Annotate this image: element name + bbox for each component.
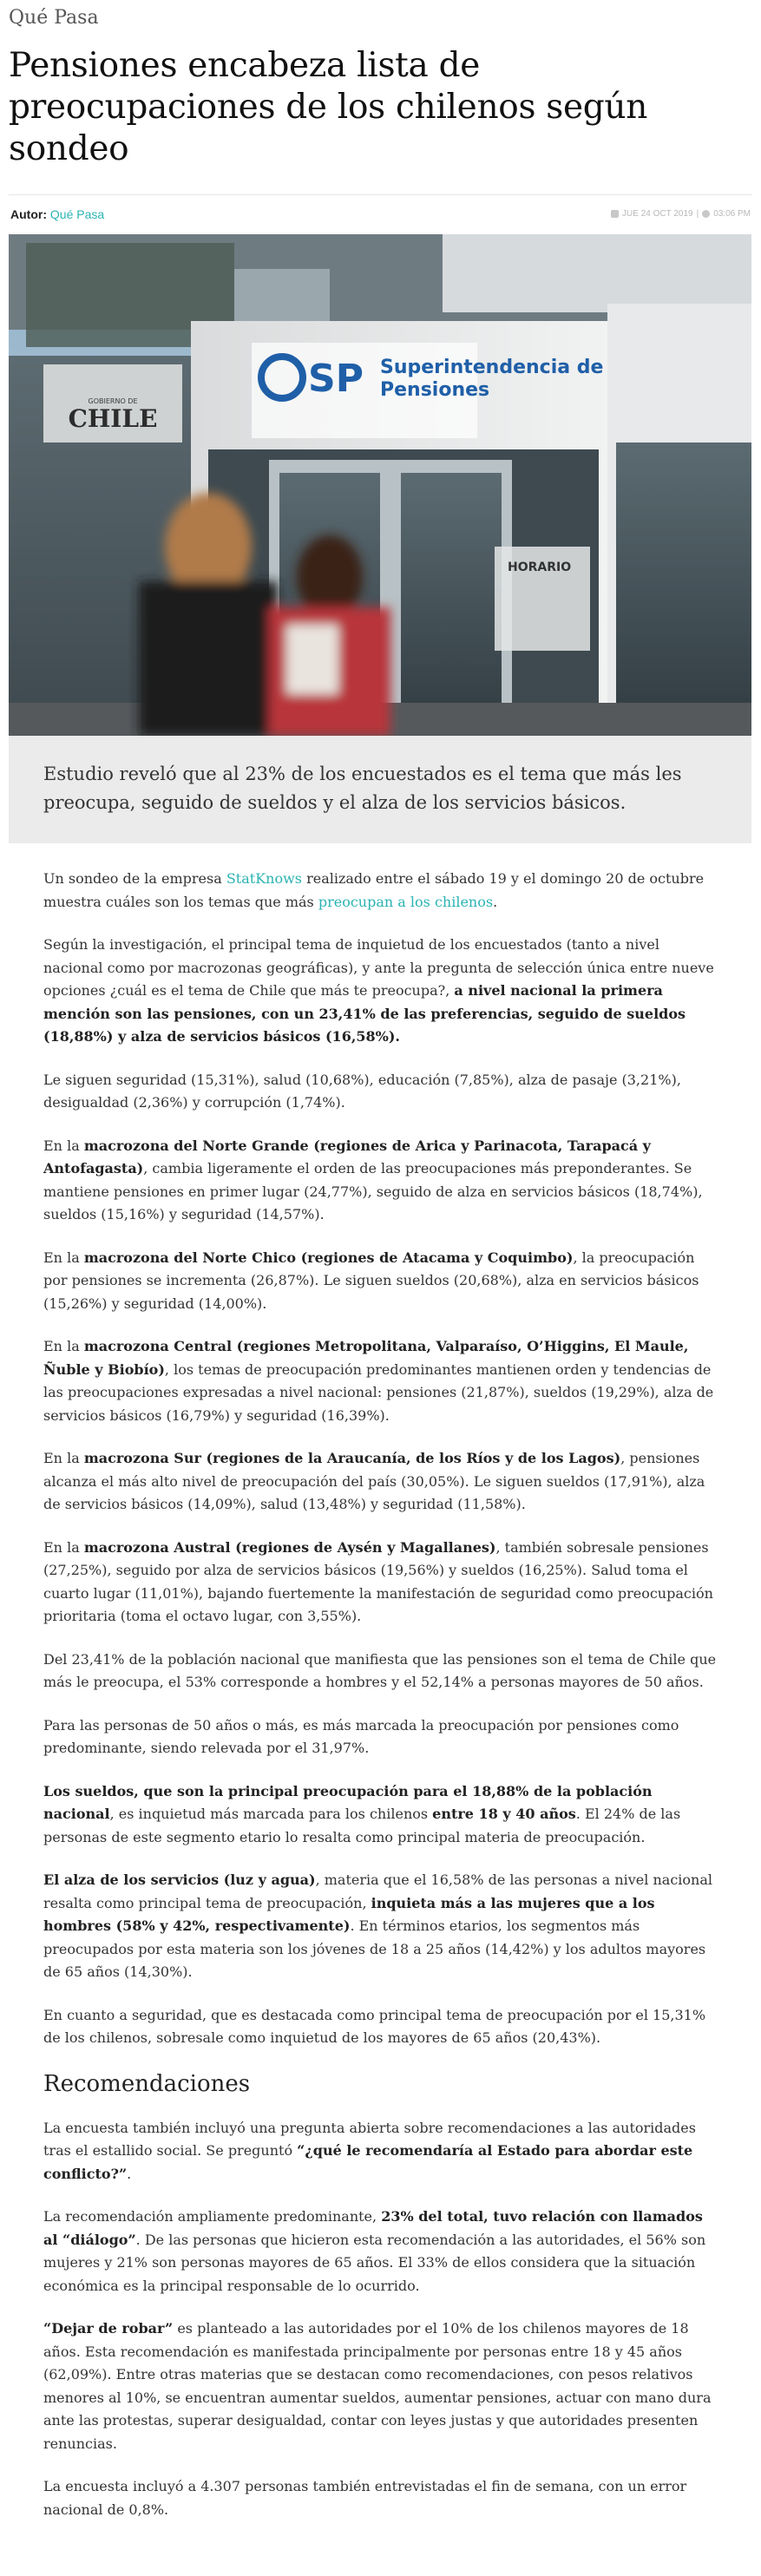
lead-box (9, 736, 751, 843)
gov-text-1: GOBIERNO DE (88, 397, 138, 405)
building-sign-2: Pensiones (380, 379, 490, 401)
paragraph-3: Le siguen seguridad (15,31%), salud (10,68%), educación (7,85%), alza de pasaje (3,21%), desigualdad (2,36%) y corrupción (1,74%). (43, 1071, 681, 1111)
paragraph-15: La recomendación ampliamente predominante, 23% del total, tuvo relación con llamados al “diálogo”. De las personas que hicieron esta recomendación a las autoridades, el 56% son mujeres y 21% son personas mayores de 65 años. El 33% de ellos considera que la situación económica es la principal responsable de lo ocurrido. (43, 2208, 706, 2294)
paragraph-5: En la macrozona del Norte Chico (regiones de Atacama y Coquimbo), la preocupación por pensiones se incrementa (26,87%). Le siguen sueldos (20,68%), alza en servicios básicos (15,26%) y seguridad (14,00%). (43, 1249, 699, 1312)
section-heading-recomendaciones: Recomendaciones (43, 2070, 251, 2097)
paragraph-6: En la macrozona Central (regiones Metropolitana, Valparaíso, O’Higgins, El Maule, Ñuble y Biobío), los temas de preocupación predominantes mantienen orden y tendencias de las preocupaciones expresadas a nivel nacional: pensiones (21,87%), sueldos (19,29%), alza de servicios básicos (16,79%) y seguridad (16,39%). (43, 1338, 714, 1424)
publish-time: 03:06 PM (713, 209, 751, 219)
article-meta (9, 194, 752, 233)
paragraph-13: En cuanto a seguridad, que es destacada como principal tema de preocupación por el 15,31% de los chilenos, sobresale como inquietud de los mayores de 65 años (20,43%). (43, 2006, 706, 2046)
preocupan-link[interactable]: preocupan a los chilenos (318, 893, 494, 910)
horario-text: HORARIO (508, 560, 572, 574)
date-time (611, 209, 751, 219)
author-line (10, 207, 104, 221)
article-photo (9, 234, 751, 736)
calendar-icon (611, 210, 619, 218)
paragraph-14: La encuesta también incluyó una pregunta abierta sobre recomendaciones a las autoridades tras el estallido social. Se preguntó “¿qué le recomendaría al Estado para abordar este conflicto?”. (43, 2119, 696, 2182)
article-body (9, 843, 752, 2576)
paragraph-4: En la macrozona del Norte Grande (regiones de Arica y Parinacota, Tarapacá y Antofagasta), cambia ligeramente el orden de las preocupaciones más preponderantes. Se mantiene pensiones en primer lugar (24,77%), seguido de alza en servicios básicos (18,74%), sueldos (15,16%) y seguridad (14,57%). (43, 1137, 703, 1222)
clock-icon (702, 210, 710, 218)
page-title: Pensiones encabeza lista de preocupaciones de los chilenos según sondeo (9, 46, 648, 168)
paragraph-12: El alza de los servicios (luz y agua), materia que el 16,58% de las personas a nivel nacional resalta como principal tema de preocupación, inquieta más a las mujeres que a los hombres (58% y 42%, respectivamente). En términos etarios, los segmentos más preocupados por esta materia son los jóvenes de 18 a 25 años (14,42%) y los adultos mayores de 65 años (14,30%). (43, 1871, 712, 1980)
article-lead: Estudio reveló que al 23% de los encuestados es el tema que más les preocupa, seguido de sueldos y el alza de los servicios básicos. (43, 764, 682, 813)
paragraph-16: “Dejar de robar” es planteado a las autoridades por el 10% de los chilenos mayores de 18 años. Esta recomendación es manifestada principalmente por personas entre 18 y 45 años (62,09%). Entre otras materias que se destacan como recomendaciones, con pesos relativos menores al 10%, se encuentran aumentar sueldos, aumentar pensiones, actuar con mano dura ante las protestas, superar desigualdad, contar con leyes justas y que autoridades presenten renuncias. (43, 2320, 712, 2452)
paragraph-11: Los sueldos, que son la principal preocupación para el 18,88% de la población nacional, es inquietud más marcada para los chilenos entre 18 y 40 años. El 24% de las personas de este segmento etario lo resalta como principal materia de preocupación. (43, 1782, 681, 1845)
paragraph-10: Para las personas de 50 años o más, es más marcada la preocupación por pensiones como predominante, siendo relevada por el 31,97%. (43, 1716, 679, 1756)
section-label[interactable]: Qué Pasa (9, 7, 99, 29)
author-link[interactable]: Qué Pasa (49, 206, 105, 221)
paragraph-7: En la macrozona Sur (regiones de la Araucanía, de los Ríos y de los Lagos), pensiones alcanza el más alto nivel de preocupación del país (30,05%). Le siguen sueldos (17,91%), alza de servicios básicos (14,09%), salud (13,48%) y seguridad (11,58%). (43, 1450, 705, 1512)
paragraph-1: Un sondeo de la empresa StatKnows realizado entre el sábado 19 y el domingo 20 de octubre muestra cuáles son los temas que más preocupan a los chilenos. (43, 870, 705, 910)
paragraph-2: Según la investigación, el principal tema de inquietud de los encuestados (tanto a nivel nacional como por macrozonas geográficas), y ante la pregunta de selección única entre nueve opciones ¿cuál es el tema de Chile que más te preocupa?, a nivel nacional la primera mención son las pensiones, con un 23,41% de las preferencias, seguido de sueldos (18,88%) y alza de servicios básicos (16,58%). (43, 936, 714, 1045)
gov-text-2: CHILE (68, 404, 158, 433)
paragraph-17: La encuesta incluyó a 4.307 personas también entrevistadas el fin de semana, con un error nacional de 0,8%. (43, 2478, 687, 2518)
paragraph-9: Del 23,41% de la población nacional que manifiesta que las pensiones son el tema de Chile que más le preocupa, el 53% corresponde a hombres y el 52,14% a personas mayores de 50 años. (43, 1650, 717, 1690)
logo-text: SP (308, 357, 364, 401)
author-label: Autor: (10, 206, 47, 221)
date-separator: | (696, 209, 699, 219)
paragraph-8: En la macrozona Austral (regiones de Aysén y Magallanes), también sobresale pensiones (27,25%), seguido por alza de servicios básicos (19,56%) y sueldos (16,25%). Salud toma el cuarto lugar (11,01%), bajando fuertemente la manifestación de seguridad como preocupación prioritaria (toma el octavo lugar, con 3,55%). (43, 1538, 713, 1624)
publish-date: JUE 24 OCT 2019 (622, 209, 693, 219)
statknows-link[interactable]: StatKnows (226, 870, 302, 887)
building-sign-1: Superintendencia de (380, 357, 604, 378)
